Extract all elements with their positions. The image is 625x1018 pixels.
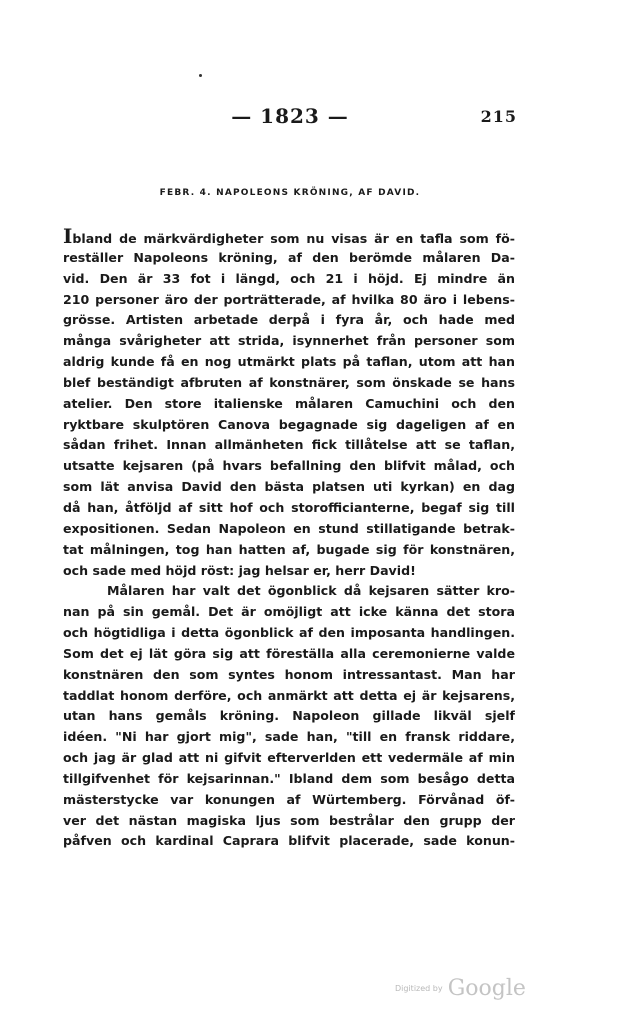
text-line: många svårigheter att strida, isynnerhet från personer som — [63, 333, 515, 349]
text-line: vid. Den är 33 fot i längd, och 21 i höjd. Ej mindre än — [63, 270, 515, 286]
text-line: utan hans gemåls kröning. Napoleon gillade likväl sjelf — [63, 708, 515, 724]
digitized-label: Digitized by — [395, 984, 443, 993]
text-line: grösse. Artisten arbetade derpå i fyra år, och hade med — [63, 312, 515, 328]
text-line: konstnären den som syntes honom intressantast. Man har — [63, 666, 515, 682]
text-line: ryktbare skulptören Canova begagnade sig dageligen af en — [63, 416, 515, 432]
text-line: atelier. Den store italienske målaren Camuchini och den — [63, 395, 515, 411]
text-line: idéen. "Ni har gjort mig", sade han, "till en fransk riddare, — [63, 729, 515, 745]
page-number: 215 — [480, 107, 517, 126]
text-line: som lät anvisa David den bästa platsen uti kyrkan) en dag — [63, 479, 515, 495]
text-line: Målaren har valt det ögonblick då kejsaren sätter kro- — [107, 583, 515, 599]
text-line: påfven och kardinal Caprara blifvit placerade, sade konun- — [63, 833, 515, 849]
stray-ink-mark — [199, 74, 202, 77]
text-line: mästerstycke var konungen af Würtemberg. Förvånad öf- — [63, 791, 515, 807]
body-text — [63, 227, 515, 852]
year-heading: — 1823 — — [231, 104, 349, 128]
text-line: reställer Napoleons kröning, af den berömde målaren Da- — [63, 249, 515, 265]
text-line: nan på sin gemål. Det är omöjligt att icke känna det stora — [63, 604, 515, 620]
google-logo: Google — [447, 976, 526, 1001]
text-line: aldrig kunde få en nog utmärkt plats på taflan, utom att han — [63, 354, 515, 370]
text-line: ver det nästan magiska ljus som bestrålar den grupp der — [63, 812, 515, 828]
text-line: Ibland de märkvärdigheter som nu visas är en tafla som fö- — [63, 227, 515, 248]
text-line: och sade med höjd röst: jag helsar er, herr David! — [63, 562, 416, 578]
text-line: tat målningen, tog han hatten af, bugade sig för konstnären, — [63, 541, 515, 557]
text-line: och jag är glad att ni gifvit efterverlden ett vedermäle af min — [63, 750, 515, 766]
text-line: blef beständigt afbruten af konstnärer, som önskade se hans — [63, 374, 515, 390]
text-line: taddlat honom derföre, och anmärkt att detta ej är kejsarens, — [63, 687, 515, 703]
text-line: tillgifvenhet för kejsarinnan." Ibland dem som besågo detta — [63, 770, 515, 786]
text-line: och högtidliga i detta ögonblick af den imposanta handlingen. — [63, 625, 515, 641]
text-line: expositionen. Sedan Napoleon en stund stillatigande betrak- — [63, 520, 515, 536]
section-heading: FEBR. 4. NAPOLEONS KRÖNING, AF DAVID. — [159, 188, 421, 198]
drop-cap: I — [63, 227, 73, 248]
text-line: utsatte kejsaren (på hvars befallning den blifvit målad, och — [63, 458, 515, 474]
google-watermark — [395, 976, 526, 1001]
text-line: sådan frihet. Innan allmänheten fick tillåtelse att se taflan, — [63, 437, 515, 453]
text-line: 210 personer äro der porträtterade, af hvilka 80 äro i lebens- — [63, 291, 515, 307]
text-line: då han, åtföljd af sitt hof och storofficianterne, begaf sig till — [63, 499, 515, 515]
text-line: Som det ej lät göra sig att föreställa alla ceremonierne valde — [63, 645, 515, 661]
running-head — [0, 104, 625, 130]
